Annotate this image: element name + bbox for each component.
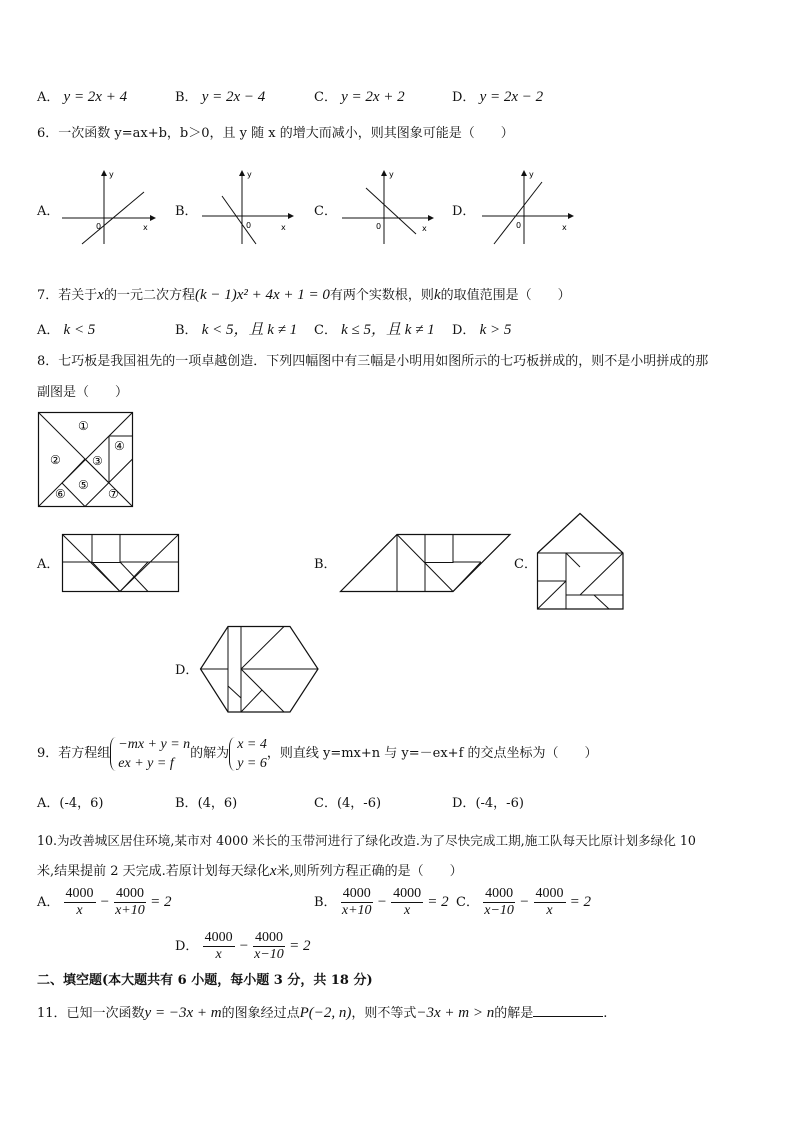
q10-option-a: A． $\frac{4000}{x}$ − $\frac{4000}{x+10}$ = 2: [37, 886, 172, 918]
q8-figure-d: [200, 626, 320, 714]
q7-option-c: C． k ≤ 5，且 k ≠ 1: [314, 322, 435, 338]
q8-figure-a: [62, 534, 180, 594]
svg-text:y: y: [389, 170, 394, 179]
q9-system-1: −mx + y = n ex + y = f: [110, 735, 190, 773]
tangram-piece-2: ②: [50, 453, 61, 467]
q11-answer-blank: [533, 1004, 603, 1017]
q7-option-b: B． k < 5，且 k ≠ 1: [175, 322, 298, 338]
q5-option-d: D． y = 2x − 2: [452, 89, 544, 105]
tangram-piece-1: ①: [78, 419, 89, 433]
q9-option-d: D．(-4，-6): [452, 796, 524, 811]
q6-label-a: A．: [37, 204, 60, 219]
q8-stem-line1: 8．七巧板是我国祖先的一项卓越创造．下列四幅图中有三幅是小明用如图所示的七巧板拼成的，则不是小明拼成的那: [37, 354, 709, 369]
tangram-piece-5: ⑤: [78, 478, 89, 492]
q11-stem: 11．已知一次函数y = −3x + m的图象经过点P(−2, n)，则不等式−3x + m > n的解是 .: [37, 1005, 608, 1021]
q5-option-a: A． y = 2x + 4: [37, 89, 128, 105]
q10-option-d: D． $\frac{4000}{x}$ − $\frac{4000}{x-10}$ = 2: [175, 930, 311, 962]
q5-option-b: B． y = 2x − 4: [175, 89, 266, 105]
q6-label-b: B．: [175, 204, 198, 219]
q10-option-b: B． $\frac{4000}{x+10}$ − $\frac{4000}{x}$ = 2: [314, 886, 449, 918]
q8-label-a: A．: [37, 557, 60, 572]
q6-label-d: D．: [452, 204, 476, 219]
tangram-piece-4: ④: [114, 439, 125, 453]
section-2-heading: 二、填空题(本大题共有 6 小题，每小题 3 分，共 18 分): [37, 973, 373, 988]
svg-text:y: y: [247, 170, 252, 179]
q6-graph-d: [480, 168, 580, 246]
q8-label-b: B．: [314, 557, 337, 572]
svg-text:0: 0: [516, 221, 522, 230]
svg-text:x: x: [143, 223, 148, 232]
q6-stem: 6．一次函数 y=ax+b，b＞0，且 y 随 x 的增大而减小，则其图象可能是（ ）: [37, 126, 514, 141]
tangram-piece-3: ③: [92, 454, 103, 468]
q7-option-a: A． k < 5: [37, 322, 96, 338]
tangram-square: [38, 412, 134, 508]
q9-option-b: B．(4，6): [175, 796, 238, 811]
svg-text:x: x: [281, 223, 286, 232]
q9-system-2: x = 4 y = 6: [229, 735, 267, 773]
q10-stem-line2: 米,结果提前 2 天完成.若原计划每天绿化x米,则所列方程正确的是（ ）: [37, 863, 463, 879]
q7-option-d: D． k > 5: [452, 322, 512, 338]
svg-text:0: 0: [246, 221, 252, 230]
q7-stem: 7．若关于x的一元二次方程(k − 1)x² + 4x + 1 = 0有两个实数根，则k的取值范围是（ ）: [37, 287, 571, 303]
svg-text:x: x: [562, 223, 567, 232]
svg-text:y: y: [529, 170, 534, 179]
q6-graph-c: [340, 168, 440, 246]
tangram-piece-6: ⑥: [55, 487, 66, 501]
q9-option-c: C．(4，-6): [314, 796, 382, 811]
tangram-piece-7: ⑦: [108, 487, 119, 501]
q9-stem: 9．若方程组 −mx + y = n ex + y = f 的解为 x = 4 y = 6 ，则直线 y=mx+n 与 y=－ex+f 的交点坐标为（ ）: [37, 736, 598, 771]
q8-figure-b: [340, 534, 512, 594]
q8-figure-c: [537, 513, 627, 611]
q8-stem-line2: 副图是（ ）: [37, 385, 129, 400]
q10-stem-line1: 10.为改善城区居住环境,某市对 4000 米长的玉带河进行了绿化改造.为了尽快完成工期,施工队每天比原计划多绿化 10: [37, 833, 696, 848]
q5-option-c: C． y = 2x + 2: [314, 89, 405, 105]
svg-text:0: 0: [96, 222, 102, 231]
q8-label-c: C．: [514, 557, 537, 572]
q6-graph-b: [200, 168, 300, 246]
q6-graph-a: [60, 168, 160, 246]
q8-label-d: D．: [175, 663, 199, 678]
q9-option-a: A．(-4，6): [37, 796, 104, 811]
q6-label-c: C．: [314, 204, 337, 219]
svg-text:y: y: [109, 170, 114, 179]
svg-text:x: x: [422, 224, 427, 233]
q10-option-c: C． $\frac{4000}{x-10}$ − $\frac{4000}{x}$ = 2: [456, 886, 592, 918]
svg-text:0: 0: [376, 222, 382, 231]
